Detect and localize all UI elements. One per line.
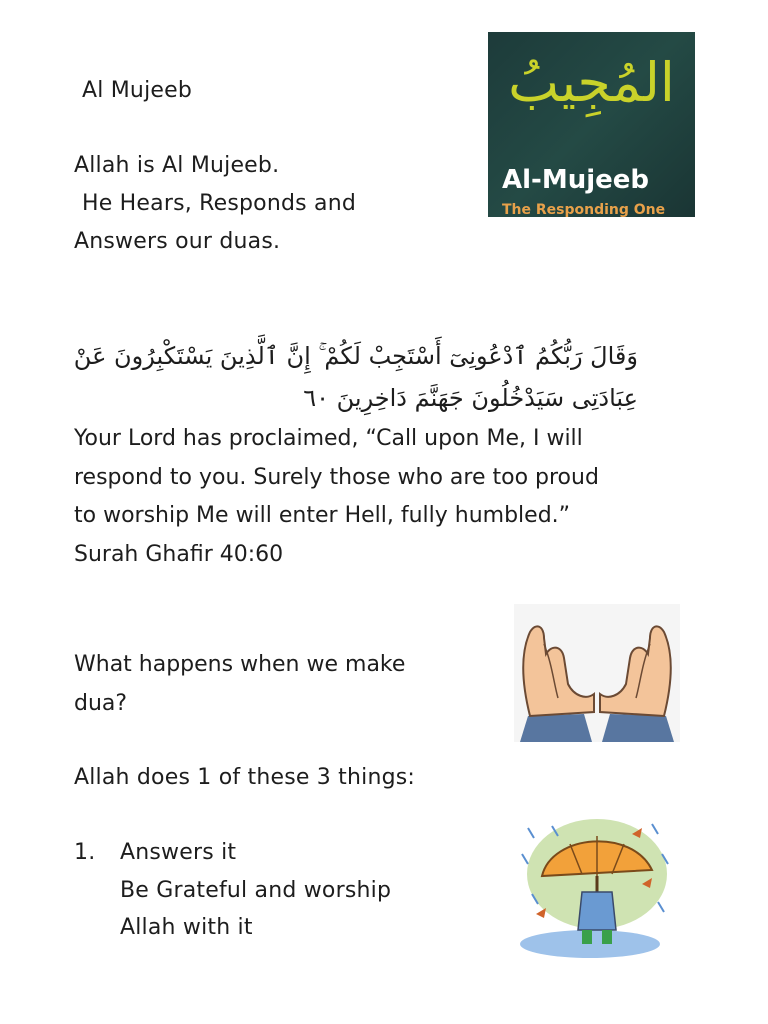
umbrella-rain-illustration bbox=[512, 814, 672, 962]
verse-translation bbox=[74, 420, 714, 574]
verse-arabic: وَقَالَ رَبُّكُمُ ٱدْعُونِىٓ أَسْتَجِبْ لَكُمْ ۚ إِنَّ ٱلَّذِينَ يَسْتَكْبِرُونَ عَنْ عِبَادَتِى سَيَدْخُلُونَ جَهَنَّمَ دَاخِرِينَ ٦٠ bbox=[73, 342, 638, 412]
intro-line: Allah is Al Mujeeb. bbox=[74, 153, 280, 178]
intro-line: Answers our duas. bbox=[74, 229, 281, 254]
page-title: Al Mujeeb bbox=[82, 78, 193, 103]
list-item-line: Be Grateful and worship bbox=[120, 878, 392, 903]
translation-line: respond to you. Surely those who are too proud bbox=[74, 464, 599, 490]
question-line: What happens when we make bbox=[74, 652, 406, 677]
things-intro: Allah does 1 of these 3 things: bbox=[74, 765, 416, 790]
al-mujeeb-logo bbox=[488, 32, 695, 217]
translation-line: Your Lord has proclaimed, “Call upon Me, I will bbox=[74, 426, 583, 451]
dua-hands-illustration bbox=[514, 604, 680, 742]
logo-name: Al-Mujeeb bbox=[502, 165, 649, 195]
list-item-line: Answers it bbox=[120, 840, 237, 865]
translation-line: to worship Me will enter Hell, fully humbled.” bbox=[74, 503, 571, 528]
logo-subtitle: The Responding One bbox=[502, 202, 666, 217]
list-item-number: 1. bbox=[74, 840, 96, 865]
logo-arabic: المُجِيبُ bbox=[508, 51, 675, 114]
list-item-line: Allah with it bbox=[120, 915, 253, 940]
intro-line: He Hears, Responds and bbox=[82, 191, 356, 216]
question-line: dua? bbox=[74, 690, 128, 716]
verse-reference: Surah Ghafir 40:60 bbox=[74, 541, 284, 567]
